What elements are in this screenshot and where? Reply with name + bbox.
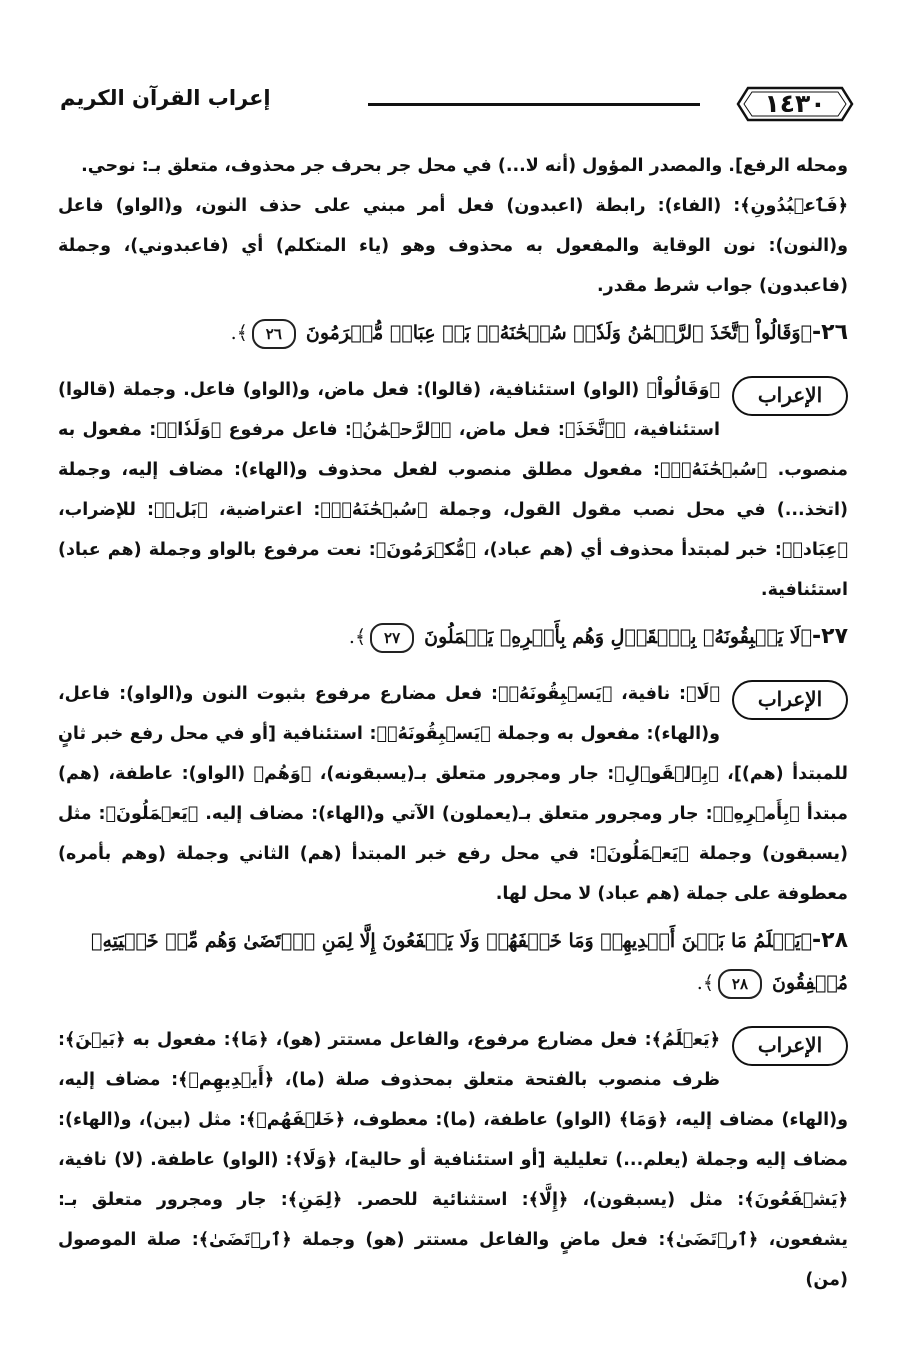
verse-26 [58, 312, 848, 354]
page-body [58, 146, 848, 1300]
verse-close: ﴾. [696, 972, 714, 994]
irab-block-26 [58, 370, 848, 610]
verse-end-mark-icon: ٢٦ [252, 319, 296, 349]
irab-label: الإعراب [732, 376, 848, 416]
page-number-badge [734, 84, 856, 124]
irab-text: ﴿يَعۡلَمُ﴾: فعل مضارع مرفوع، والفاعل مستتر (هو)، ﴿مَا﴾: مفعول به ﴿بَيۡنَ﴾: ظرف منصوب بالفتحة متعلق بمحذوف صلة (ما)، ﴿أَيۡدِيهِمۡ﴾: مضاف إليه، و(الهاء) مضاف إليه، ﴿وَمَا﴾ (الواو) عاطفة، (ما): معطوف، ﴿خَلۡفَهُمۡ﴾: مثل (بين)، و(الهاء): مضاف إليه وجملة (يعلم...) تعليلية [أو استئنافية أو حالية]، ﴿وَلَا﴾: (الواو) عاطفة. (لا) نافية، ﴿يَشۡفَعُونَ﴾: مثل (يسبقون)، ﴿إِلَّا﴾: استثنائية للحصر. ﴿لِمَنِ﴾: جار ومجرور متعلق بـ: يشفعون، ﴿ٱرۡتَضَىٰ﴾: فعل ماضٍ والفاعل مستتر (هو) وجملة ﴿ٱرۡتَضَىٰ﴾: صلة الموصول (من) [58, 1030, 848, 1290]
intro-line-1: ومحله الرفع]. والمصدر المؤول (أنه لا...) في محل جر بحرف جر محذوف، متعلق بـ: نوحي. [81, 156, 848, 176]
verse-number: ٢٦- [812, 320, 848, 345]
verse-close: ﴾. [230, 322, 248, 344]
irab-block-27 [58, 674, 848, 914]
page-header [60, 78, 850, 128]
irab-block-28 [58, 1020, 848, 1300]
header-rule [368, 103, 700, 106]
verse-end-mark-icon: ٢٧ [370, 623, 414, 653]
verse-number: ٢٧- [812, 624, 848, 649]
page-number: ١٤٣٠ [764, 89, 826, 118]
verse-28 [58, 920, 848, 1004]
verse-27 [58, 616, 848, 658]
book-title: إعراب القرآن الكريم [60, 86, 271, 110]
irab-text: ﴿وَقَالُواْ﴾ (الواو) استئنافية، (قالوا): فعل ماض، و(الواو) فاعل. وجملة (قالوا) استئنافية، ﴿ٱتَّخَذَ﴾: فعل ماض، ﴿ٱلرَّحۡمَٰنُ﴾: فاعل مرفوع ﴿وَلَدٗاۗ﴾: مفعول به منصوب. ﴿سُبۡحَٰنَهُۥۚ﴾: مفعول مطلق منصوب لفعل محذوف و(الهاء): مضاف إليه، وجملة (اتخذ...) في محل نصب مقول القول، وجملة ﴿سُبۡحَٰنَهُۥۚ﴾: اعتراضية، ﴿بَلۡ﴾: للإضراب، ﴿عِبَادٞ﴾: خبر لمبتدأ محذوف أي (هم عباد)، ﴿مُّكۡرَمُونَ﴾: نعت مرفوع بالواو وجملة (هم عباد) استئنافية. [58, 380, 848, 600]
verse-number: ٢٨- [812, 928, 848, 953]
verse-end-mark-icon: ٢٨ [718, 969, 762, 999]
irab-label: الإعراب [732, 1026, 848, 1066]
verse-close: ﴾. [348, 626, 367, 648]
verse-text: ﴿وَقَالُواْ ٱتَّخَذَ ٱلرَّحۡمَٰنُ وَلَدٗاۗ سُبۡحَٰنَهُۥۚ بَلۡ عِبَادٞ مُّكۡرَمُونَ [305, 322, 812, 344]
irab-text: ﴿لَا﴾: نافية، ﴿يَسۡبِقُونَهُۥ﴾: فعل مضارع مرفوع بثبوت النون و(الواو): فاعل، و(الهاء): مفعول به وجملة ﴿يَسۡبِقُونَهُۥ﴾: استئنافية [أو في محل رفع خبر ثانٍ للمبتدأ (هم)]، ﴿بِٱلۡقَوۡلِ﴾: جار ومجرور متعلق بـ(يسبقونه)، ﴿وَهُم﴾ (الواو): عاطفة، (هم) مبتدأ ﴿بِأَمۡرِهِۦ﴾: جار ومجرور متعلق بـ(يعملون) الآتي و(الهاء): مضاف إليه. ﴿يَعۡمَلُونَ﴾: مثل (يسبقون) وجملة ﴿يَعۡمَلُونَ﴾: في محل رفع خبر المبتدأ (هم) الثاني وجملة (وهم بأمره) معطوفة على جملة (هم عباد) لا محل لها. [58, 684, 848, 904]
verse-text: ﴿يَعۡلَمُ مَا بَيۡنَ أَيۡدِيهِمۡ وَمَا خَلۡفَهُمۡ وَلَا يَشۡفَعُونَ إِلَّا لِمَنِ ٱرۡتَضَىٰ وَهُم مِّنۡ خَشۡيَتِهِۦ مُشۡفِقُونَ [91, 930, 848, 994]
intro-line-2: ﴿فَٱعۡبُدُونِ﴾: (الفاء): رابطة (اعبدون) فعل أمر مبني على حذف النون، و(الواو) فاعل و(النون): نون الوقاية والمفعول به محذوف وهو (ياء المتكلم) أي (فاعبدوني)، وجملة (فاعبدون) جواب شرط مقدر. [58, 196, 848, 296]
verse-text: ﴿لَا يَسۡبِقُونَهُۥ بِٱلۡقَوۡلِ وَهُم بِأَمۡرِهِۦ يَعۡمَلُونَ [424, 626, 812, 648]
irab-label: الإعراب [732, 680, 848, 720]
